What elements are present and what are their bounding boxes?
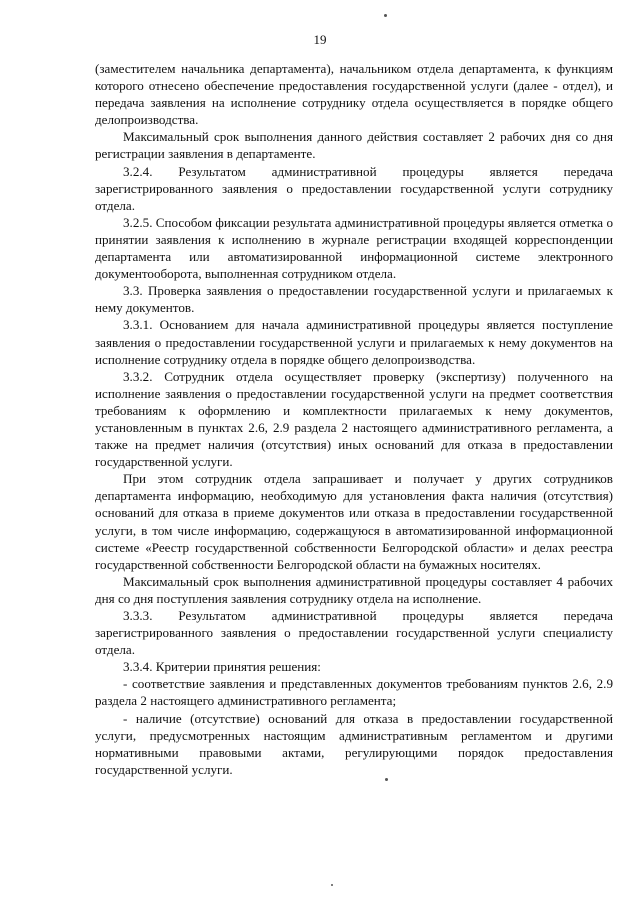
paragraph-3-2-5: 3.2.5. Способом фиксации результата административной процедуры является отметка о принятии заявления к исполнению в журнале регистрации входящей корреспонденции департамента или автоматизированной информационной системе электронного документооборота, выполненная сотрудником отдела. (95, 214, 613, 282)
paragraph-3-3-4: 3.3.4. Критерии принятия решения: (123, 659, 321, 675)
list-item-criterion-1: - соответствие заявления и представленных документов требованиям пунктов 2.6, 2.9 раздела 2 настоящего административного регламента; (95, 676, 613, 709)
scan-speck (331, 884, 333, 886)
list-item-criterion-2: - наличие (отсутствие) оснований для отказа в предоставлении государственной услуги, предусмотренных настоящим административным регламентом и другими нормативными правовыми актами, регулирующими порядок предоставления государственной услуги. (95, 710, 613, 777)
document-body (95, 60, 613, 778)
page-number: 19 (313, 32, 327, 47)
paragraph-3-2-4: 3.2.4. Результатом административной процедуры является передача зарегистрированного заявления о предоставлении государственной услуги сотруднику отдела. (95, 163, 613, 213)
paragraph-deadline-registration: Максимальный срок выполнения данного действия составляет 2 рабочих дня со дня регистрации заявления в департаменте. (95, 129, 613, 162)
paragraph-3-3-2: 3.3.2. Сотрудник отдела осуществляет проверку (экспертизу) полученного на исполнение заявления о предоставлении государственной услуги на предмет соответствия требованиям к оформлению и комплектности прилагаемых к нему документов, установленным в пунктах 2.6, 2.9 раздела 2 настоящего административного регламента, а также на предмет наличия (отсутствия) иных оснований для отказа в предоставлении государственной услуги. (95, 368, 613, 470)
scan-speck (384, 14, 387, 17)
paragraph-deadline-processing: Максимальный срок выполнения административной процедуры составляет 4 рабочих дня со дня поступления заявления сотруднику отдела на исполнение. (95, 573, 613, 606)
paragraph-3-3: 3.3. Проверка заявления о предоставлении государственной услуги и прилагаемых к нему документов. (95, 283, 613, 316)
paragraph-info-request: При этом сотрудник отдела запрашивает и получает у других сотрудников департамента информацию, необходимую для установления факта наличия (отсутствия) оснований для отказа в приеме документов или отказа в предоставлении государственной услуги, в том числе информацию, содержащуюся в автоматизированной информационной системе «Реестр государственной собственности Белгородской области» и делах реестра государственной собственности Белгородской области на бумажных носителях. (95, 471, 613, 572)
paragraph-continuation: (заместителем начальника департамента), начальником отдела департамента, к функциям которого отнесено обеспечение предоставления государственной услуги (далее - отдел), и передача заявления на исполнение сотруднику отдела осуществляется в порядке общего делопроизводства. (95, 61, 613, 128)
paragraph-3-3-3: 3.3.3. Результатом административной процедуры является передача зарегистрированного заявления о предоставлении государственной услуги специалисту отдела. (95, 608, 613, 658)
scan-speck (385, 778, 388, 781)
paragraph-3-3-1: 3.3.1. Основанием для начала административной процедуры является поступление заявления о предоставлении государственной услуги и прилагаемых к нему документов на исполнение сотруднику отдела в порядке общего делопроизводства. (95, 317, 613, 367)
